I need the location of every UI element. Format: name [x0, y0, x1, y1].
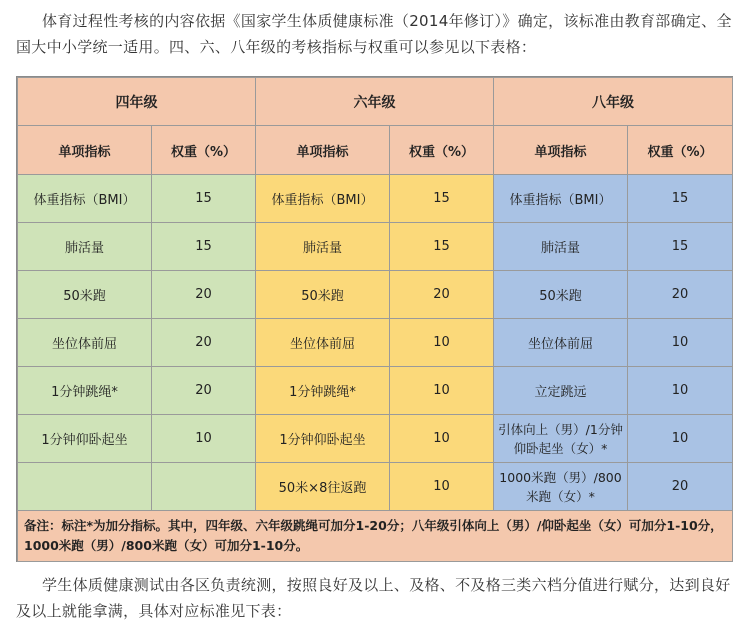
- weight-header: 权重（%）: [628, 126, 733, 175]
- grade-4-indicator: 肺活量: [18, 223, 152, 271]
- grade-8-weight: 10: [628, 415, 733, 463]
- grade-8-weight: 20: [628, 463, 733, 511]
- grade-4-indicator: 50米跑: [18, 271, 152, 319]
- intro-paragraph: [16, 8, 736, 60]
- grade-4-weight: [152, 463, 256, 511]
- grade-8-weight: 20: [628, 271, 733, 319]
- table-row: [18, 415, 733, 463]
- indicator-header: 单项指标: [18, 126, 152, 175]
- grade-6-indicator: 1分钟跳绳*: [256, 367, 390, 415]
- table-row: [18, 463, 733, 511]
- grade-8-weight: 10: [628, 319, 733, 367]
- grade-4-indicator: 体重指标（BMI）: [18, 175, 152, 223]
- grade-8-weight: 15: [628, 175, 733, 223]
- grade-8-indicator: 坐位体前屈: [494, 319, 628, 367]
- grade-6-weight: 10: [390, 367, 494, 415]
- grade-8-header: 八年级: [494, 78, 733, 126]
- weight-header: 权重（%）: [390, 126, 494, 175]
- grade-8-indicator: 肺活量: [494, 223, 628, 271]
- table-row: [18, 271, 733, 319]
- grade-4-indicator: 1分钟仰卧起坐: [18, 415, 152, 463]
- grade-4-weight: 20: [152, 319, 256, 367]
- grade-6-indicator: 体重指标（BMI）: [256, 175, 390, 223]
- grade-6-indicator: 50米跑: [256, 271, 390, 319]
- grade-4-weight: 10: [152, 415, 256, 463]
- grade-6-indicator: 1分钟仰卧起坐: [256, 415, 390, 463]
- grade-8-weight: 15: [628, 223, 733, 271]
- intro-text: 体育过程性考核的内容依据《国家学生体质健康标准（2014年修订）》确定，该标准由教育部确定、全国大中小学统一适用。四、六、八年级的考核指标与权重可以参见以下表格：: [16, 12, 732, 56]
- grade-4-weight: 15: [152, 175, 256, 223]
- table-row: [18, 367, 733, 415]
- grade-6-indicator: 坐位体前屈: [256, 319, 390, 367]
- column-header-row: [18, 126, 733, 175]
- grade-4-indicator: [18, 463, 152, 511]
- grade-8-indicator: 引体向上（男）/1分钟仰卧起坐（女）*: [494, 415, 628, 463]
- indicator-header: 单项指标: [256, 126, 390, 175]
- outro-paragraph: [16, 572, 736, 624]
- grade-4-indicator: 坐位体前屈: [18, 319, 152, 367]
- grade-4-weight: 15: [152, 223, 256, 271]
- grade-4-weight: 20: [152, 367, 256, 415]
- grade-4-indicator: 1分钟跳绳*: [18, 367, 152, 415]
- weights-table: [16, 76, 733, 562]
- grade-6-indicator: 50米×8往返跑: [256, 463, 390, 511]
- grade-header-row: [18, 78, 733, 126]
- grade-6-weight: 20: [390, 271, 494, 319]
- weight-header: 权重（%）: [152, 126, 256, 175]
- grade-8-indicator: 立定跳远: [494, 367, 628, 415]
- grade-8-indicator: 体重指标（BMI）: [494, 175, 628, 223]
- table-note: 备注：标注*为加分指标。其中，四年级、六年级跳绳可加分1-20分；八年级引体向上（男）/仰卧起坐（女）可加分1-10分，1000米跑（男）/800米跑（女）可加分1-10分。: [18, 511, 733, 562]
- grade-8-indicator: 1000米跑（男）/800米跑（女）*: [494, 463, 628, 511]
- grade-6-weight: 10: [390, 463, 494, 511]
- note-row: [18, 511, 733, 562]
- grade-6-indicator: 肺活量: [256, 223, 390, 271]
- grade-6-weight: 15: [390, 175, 494, 223]
- table-row: [18, 175, 733, 223]
- table-row: [18, 319, 733, 367]
- grade-6-weight: 15: [390, 223, 494, 271]
- grade-6-header: 六年级: [256, 78, 494, 126]
- indicator-header: 单项指标: [494, 126, 628, 175]
- grade-8-indicator: 50米跑: [494, 271, 628, 319]
- grade-4-header: 四年级: [18, 78, 256, 126]
- table-row: [18, 223, 733, 271]
- grade-4-weight: 20: [152, 271, 256, 319]
- grade-8-weight: 10: [628, 367, 733, 415]
- grade-6-weight: 10: [390, 319, 494, 367]
- outro-text: 学生体质健康测试由各区负责统测，按照良好及以上、及格、不及格三类六档分值进行赋分，达到良好及以上就能拿满，具体对应标准见下表：: [16, 576, 731, 620]
- grade-6-weight: 10: [390, 415, 494, 463]
